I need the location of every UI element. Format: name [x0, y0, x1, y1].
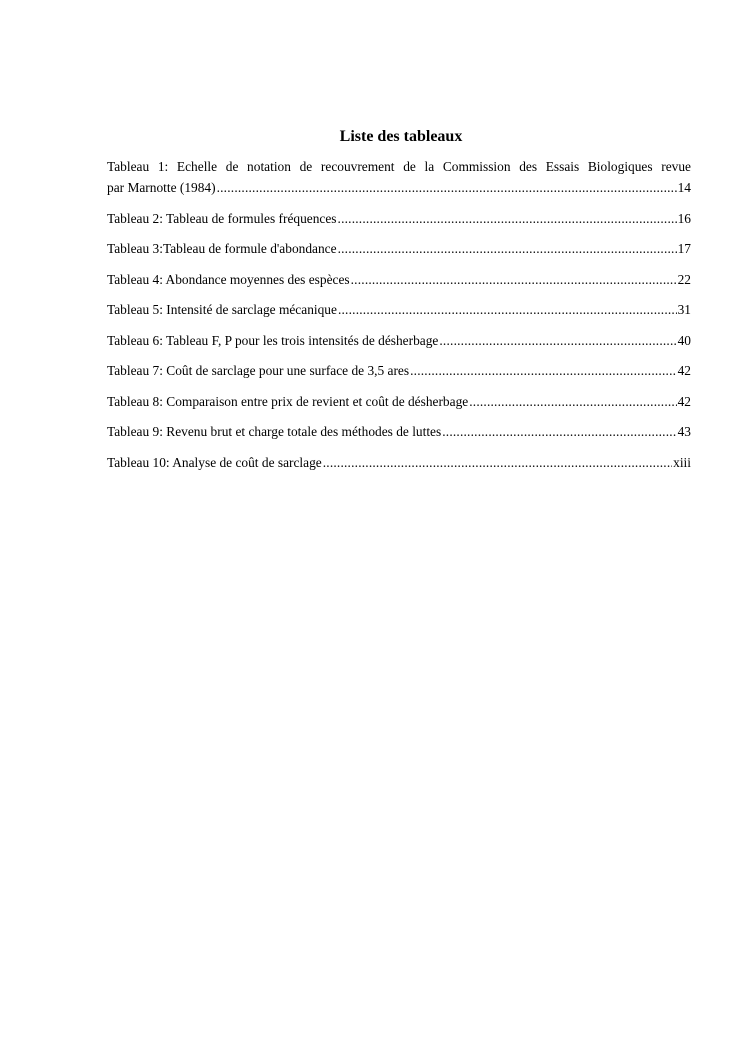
toc-leader-dots [442, 421, 676, 442]
toc-entry-label: Tableau 6: Tableau F, P pour les trois intensités de désherbage [107, 332, 439, 348]
toc-leader-dots [351, 269, 677, 290]
toc-entry-9[interactable] [107, 421, 691, 442]
toc-leader-dots [439, 330, 676, 351]
toc-entry-label: par Marnotte (1984) [107, 180, 216, 195]
toc-entry-label: Tableau 2: Tableau de formules fréquences [107, 210, 337, 226]
toc-entry-5[interactable] [107, 299, 691, 320]
toc-page-number: 42 [677, 393, 691, 409]
toc-leader-dots [410, 360, 677, 381]
toc-entry-label: Tableau 4: Abondance moyennes des espèces [107, 271, 350, 287]
toc-leader-dots [338, 299, 677, 320]
document-page [107, 126, 691, 482]
toc-entry-label: Tableau 5: Intensité de sarclage mécanique [107, 302, 337, 317]
toc-leader-dots [338, 208, 677, 229]
toc-entry-10[interactable] [107, 452, 691, 473]
toc-page-number: 22 [677, 271, 691, 287]
toc-entry-6[interactable] [107, 330, 691, 351]
toc-entry-2[interactable] [107, 208, 691, 229]
toc-entry-4[interactable] [107, 269, 691, 290]
toc-page-number: xiii [673, 454, 691, 470]
toc-page-number: 14 [677, 180, 691, 195]
toc-page-number: 17 [677, 241, 691, 256]
toc-page-number: 31 [677, 302, 691, 317]
toc-entry-7[interactable] [107, 360, 691, 381]
toc-leader-dots [217, 177, 677, 198]
toc-entry-1[interactable] [107, 156, 691, 198]
toc-entry-label: Tableau 9: Revenu brut et charge totale des méthodes de luttes [107, 424, 442, 439]
toc-entry-label: Tableau 8: Comparaison entre prix de revient et coût de désherbage [107, 393, 469, 409]
toc-page-number: 40 [677, 332, 691, 348]
toc-page-number: 42 [677, 363, 691, 378]
toc-page-number: 16 [677, 210, 691, 226]
toc-leader-dots [469, 391, 676, 412]
toc-entry-label: Tableau 10: Analyse de coût de sarclage [107, 454, 322, 470]
page-title: Liste des tableaux [339, 128, 463, 145]
toc-entry-label: Tableau 3:Tableau de formule d'abondance [107, 241, 337, 256]
toc-entry-first-line: Tableau 1: Echelle de notation de recouvrement de la Commission des Essais Biologiques revue [107, 159, 691, 174]
toc-entry-label: Tableau 7: Coût de sarclage pour une surface de 3,5 ares [107, 363, 410, 378]
toc-leader-dots [338, 238, 677, 259]
table-list [107, 156, 691, 473]
toc-page-number: 43 [677, 424, 691, 439]
toc-leader-dots [323, 452, 672, 473]
toc-entry-3[interactable] [107, 238, 691, 259]
toc-entry-8[interactable] [107, 391, 691, 412]
